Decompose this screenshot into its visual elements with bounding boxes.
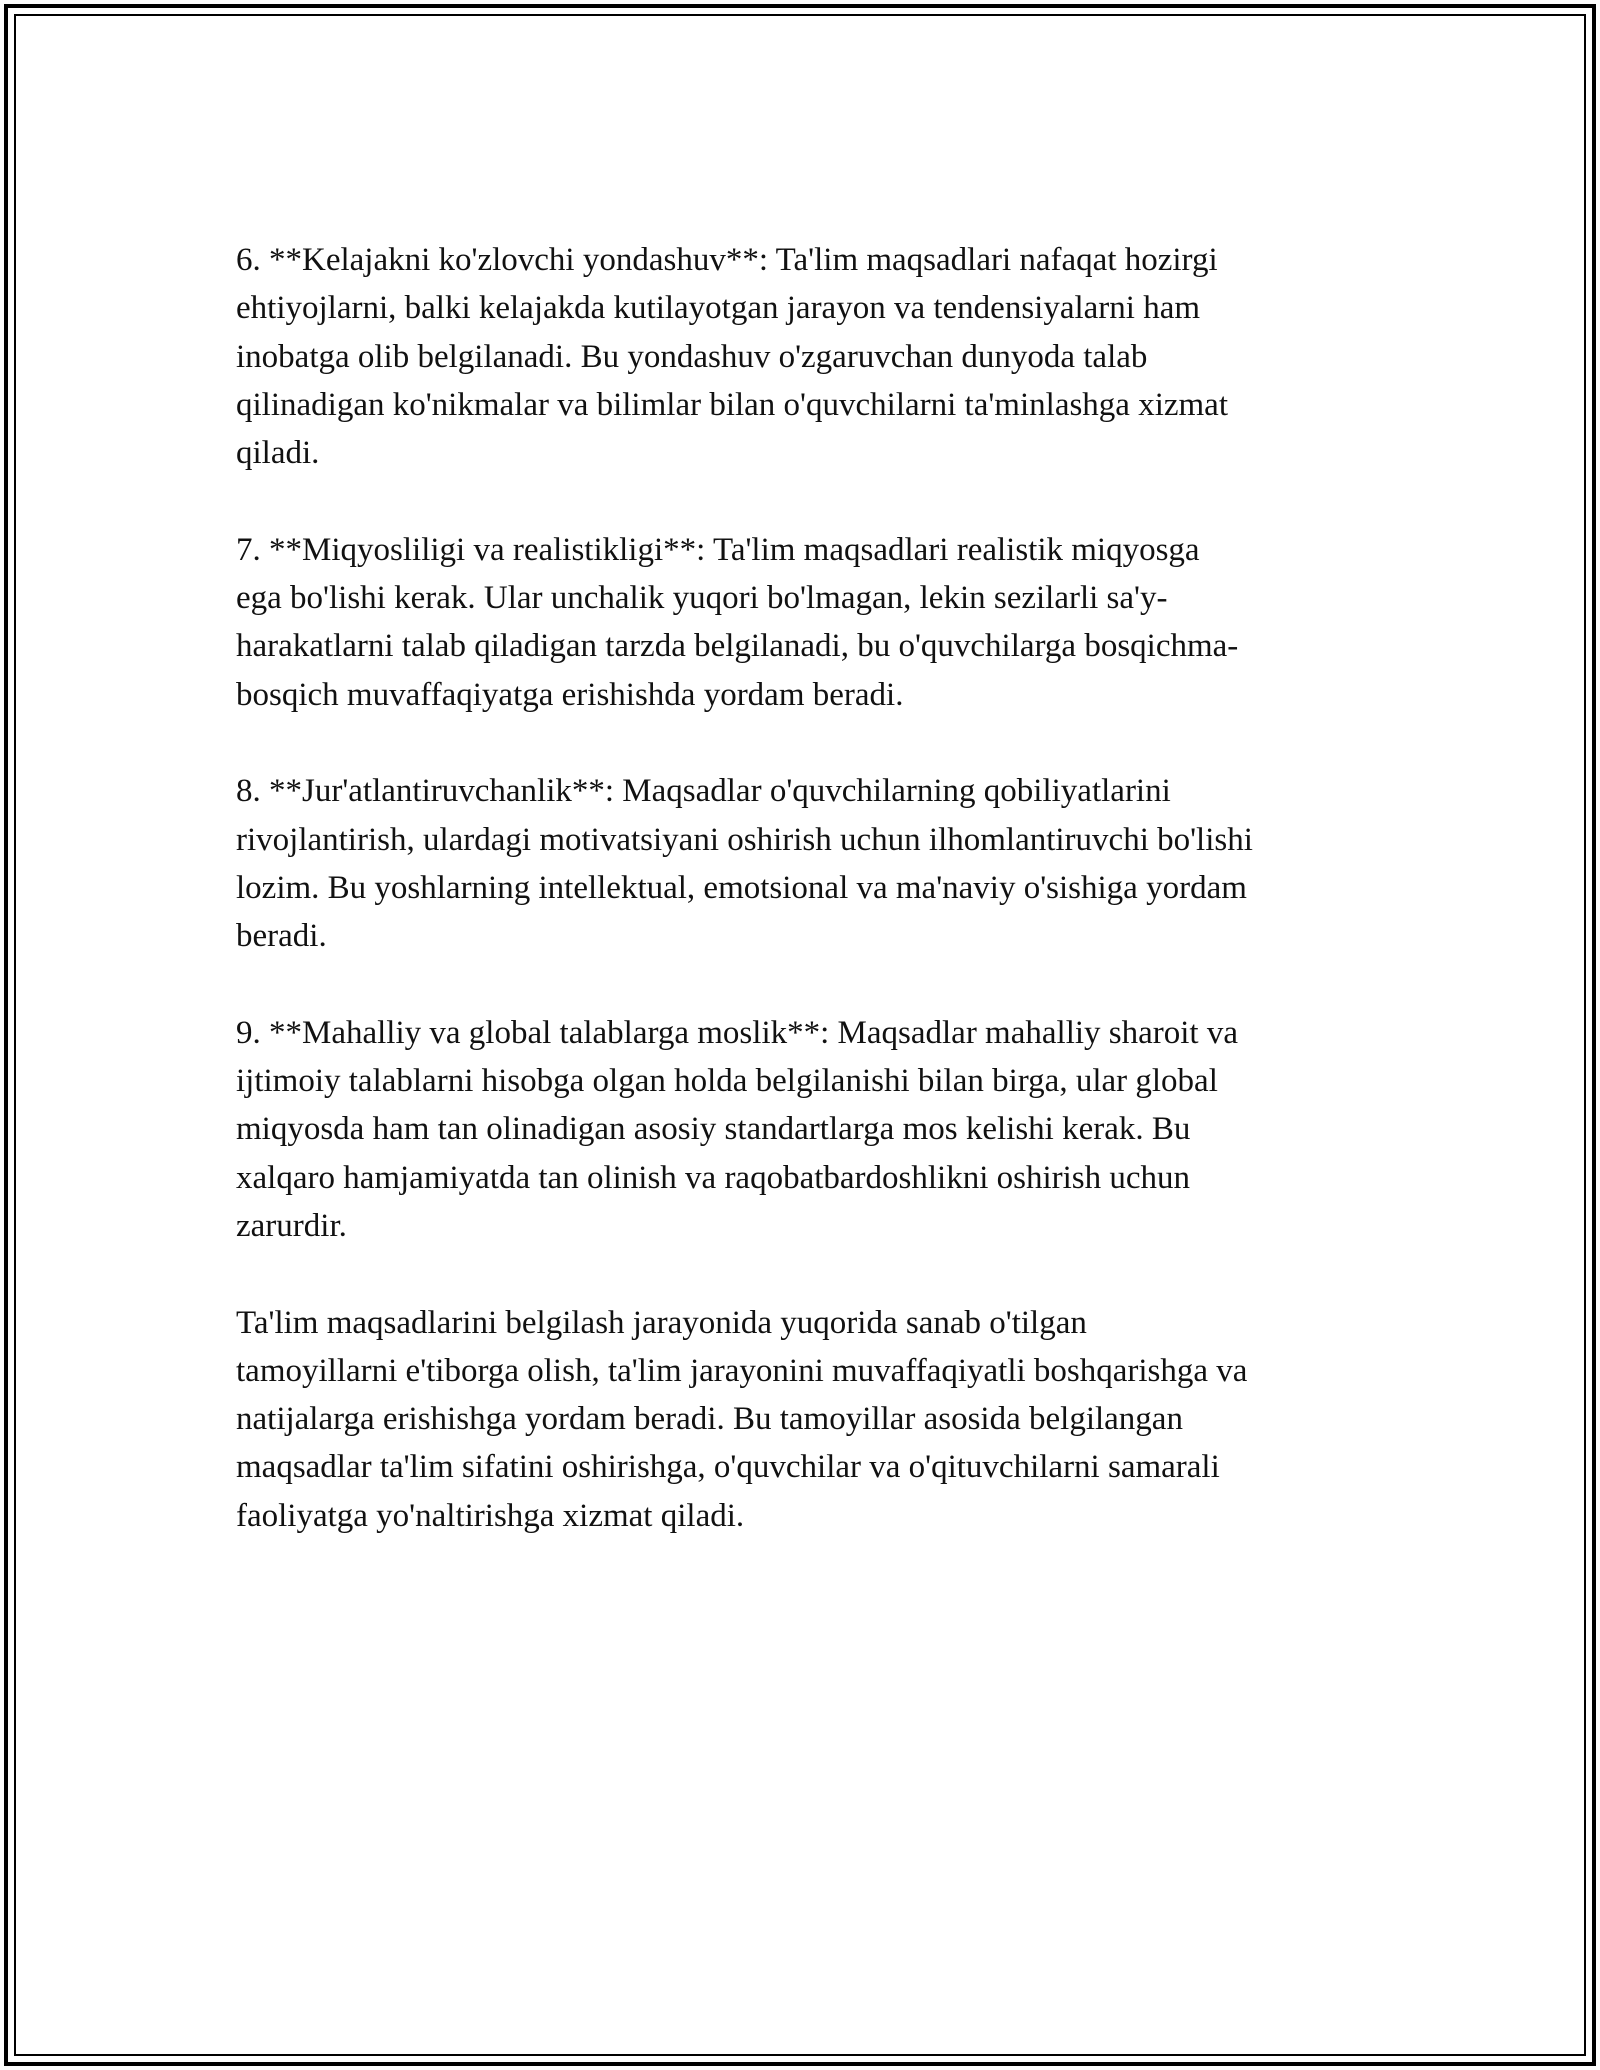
text-line: xalqaro hamjamiyatda tan olinish va raqobatbardoshlikni oshirish uchun <box>236 1159 1191 1196</box>
document-body <box>236 236 1366 1588</box>
text-line: natijalarga erishishga yordam beradi. Bu tamoyillar asosida belgilangan <box>236 1401 1183 1438</box>
text-line: Ta'lim maqsadlarini belgilash jarayonida yuqorida sanab o'tilgan <box>236 1304 1087 1341</box>
text-line: 6. **Kelajakni ko'zlovchi yondashuv**: Ta'lim maqsadlari nafaqat hozirgi <box>236 242 1218 278</box>
paragraph-8 <box>236 767 1366 960</box>
text-line: faoliyatga yo'naltirishga xizmat qiladi. <box>236 1497 745 1534</box>
text-line: ega bo'lishi kerak. Ular unchalik yuqori bo'lmagan, lekin sezilarli sa'y- <box>236 580 1168 617</box>
paragraph-conclusion <box>236 1299 1366 1540</box>
text-line: tamoyillarni e'tiborga olish, ta'lim jarayonini muvaffaqiyatli boshqarishga va <box>236 1352 1248 1389</box>
text-line: qiladi. <box>236 435 320 472</box>
paragraph-9 <box>236 1009 1366 1250</box>
text-line: bosqich muvaffaqiyatga erishishda yordam beradi. <box>236 676 904 713</box>
paragraph-6 <box>236 236 1366 477</box>
text-line: rivojlantirish, ulardagi motivatsiyani oshirish uchun ilhomlantiruvchi bo'lishi <box>236 821 1253 858</box>
text-line: maqsadlar ta'lim sifatini oshirishga, o'quvchilar va o'qituvchilarni samarali <box>236 1449 1220 1486</box>
paragraph-7 <box>236 526 1366 719</box>
text-line: 9. **Mahalliy va global talablarga moslik**: Maqsadlar mahalliy sharoit va <box>236 1014 1238 1051</box>
text-line: ehtiyojlarni, balki kelajakda kutilayotgan jarayon va tendensiyalarni ham <box>236 290 1201 327</box>
text-line: harakatlarni talab qiladigan tarzda belgilanadi, bu o'quvchilarga bosqichma- <box>236 628 1239 665</box>
text-line: lozim. Bu yoshlarning intellektual, emotsional va ma'naviy o'sishiga yordam <box>236 869 1247 906</box>
text-line: inobatga olib belgilanadi. Bu yondashuv o'zgaruvchan dunyoda talab <box>236 338 1148 375</box>
text-line: beradi. <box>236 918 327 955</box>
text-line: 7. **Miqyosliligi va realistikligi**: Ta'lim maqsadlari realistik miqyosga <box>236 531 1200 568</box>
text-line: zarurdir. <box>236 1207 347 1244</box>
text-line: ijtimoiy talablarni hisobga olgan holda belgilanishi bilan birga, ular global <box>236 1063 1218 1100</box>
text-line: qilinadigan ko'nikmalar va bilimlar bilan o'quvchilarni ta'minlashga xizmat <box>236 386 1228 423</box>
text-line: 8. **Jur'atlantiruvchanlik**: Maqsadlar o'quvchilarning qobiliyatlarini <box>236 773 1171 810</box>
text-line: miqyosda ham tan olinadigan asosiy standartlarga mos kelishi kerak. Bu <box>236 1111 1191 1148</box>
